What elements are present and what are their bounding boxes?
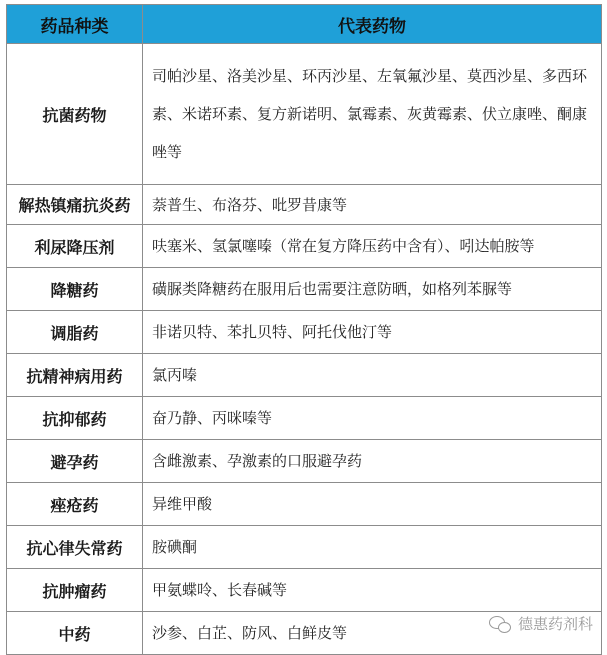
drugs-cell: 萘普生、布洛芬、吡罗昔康等	[143, 185, 602, 225]
table-row	[7, 225, 602, 268]
watermark	[489, 613, 593, 634]
category-cell: 利尿降压剂	[7, 225, 143, 268]
table-row	[7, 44, 602, 185]
category-cell: 降糖药	[7, 268, 143, 311]
drugs-cell: 甲氨蝶呤、长春碱等	[143, 569, 602, 612]
drug-table	[6, 4, 602, 655]
drugs-cell: 磺脲类降糖药在服用后也需要注意防晒，如格列苯脲等	[143, 268, 602, 311]
category-cell: 抗肿瘤药	[7, 569, 143, 612]
category-cell: 抗精神病用药	[7, 354, 143, 397]
watermark-text: 德惠药剂科	[517, 615, 593, 633]
table-row	[7, 569, 602, 612]
drugs-cell: 胺碘酮	[143, 526, 602, 569]
table-row	[7, 311, 602, 354]
category-cell: 解热镇痛抗炎药	[7, 185, 143, 225]
drugs-cell: 奋乃静、丙咪嗪等	[143, 397, 602, 440]
table-header-row	[7, 5, 602, 44]
category-cell: 调脂药	[7, 311, 143, 354]
drugs-cell: 含雌激素、孕激素的口服避孕药	[143, 440, 602, 483]
table-row	[7, 440, 602, 483]
drugs-cell: 沙参、白芷、防风、白鲜皮等	[143, 612, 602, 655]
table-row	[7, 185, 602, 225]
table-row	[7, 483, 602, 526]
category-cell: 避孕药	[7, 440, 143, 483]
category-cell: 抗菌药物	[7, 44, 143, 185]
wechat-icon	[489, 614, 513, 634]
header-drugs: 代表药物	[143, 5, 602, 44]
table-row	[7, 354, 602, 397]
category-cell: 抗抑郁药	[7, 397, 143, 440]
category-cell: 抗心律失常药	[7, 526, 143, 569]
drugs-cell: 异维甲酸	[143, 483, 602, 526]
category-cell: 中药	[7, 612, 143, 655]
drugs-cell: 司帕沙星、洛美沙星、环丙沙星、左氧氟沙星、莫西沙星、多西环素、米诺环素、复方新诺明、氯霉素、灰黄霉素、伏立康唑、酮康唑等	[143, 44, 602, 185]
header-category: 药品种类	[7, 5, 143, 44]
drugs-cell: 非诺贝特、苯扎贝特、阿托伐他汀等	[143, 311, 602, 354]
drugs-cell: 氯丙嗪	[143, 354, 602, 397]
drugs-cell: 呋塞米、氢氯噻嗪（常在复方降压药中含有）、吲达帕胺等	[143, 225, 602, 268]
table-row	[7, 526, 602, 569]
table-row	[7, 397, 602, 440]
table-row	[7, 268, 602, 311]
category-cell: 痤疮药	[7, 483, 143, 526]
